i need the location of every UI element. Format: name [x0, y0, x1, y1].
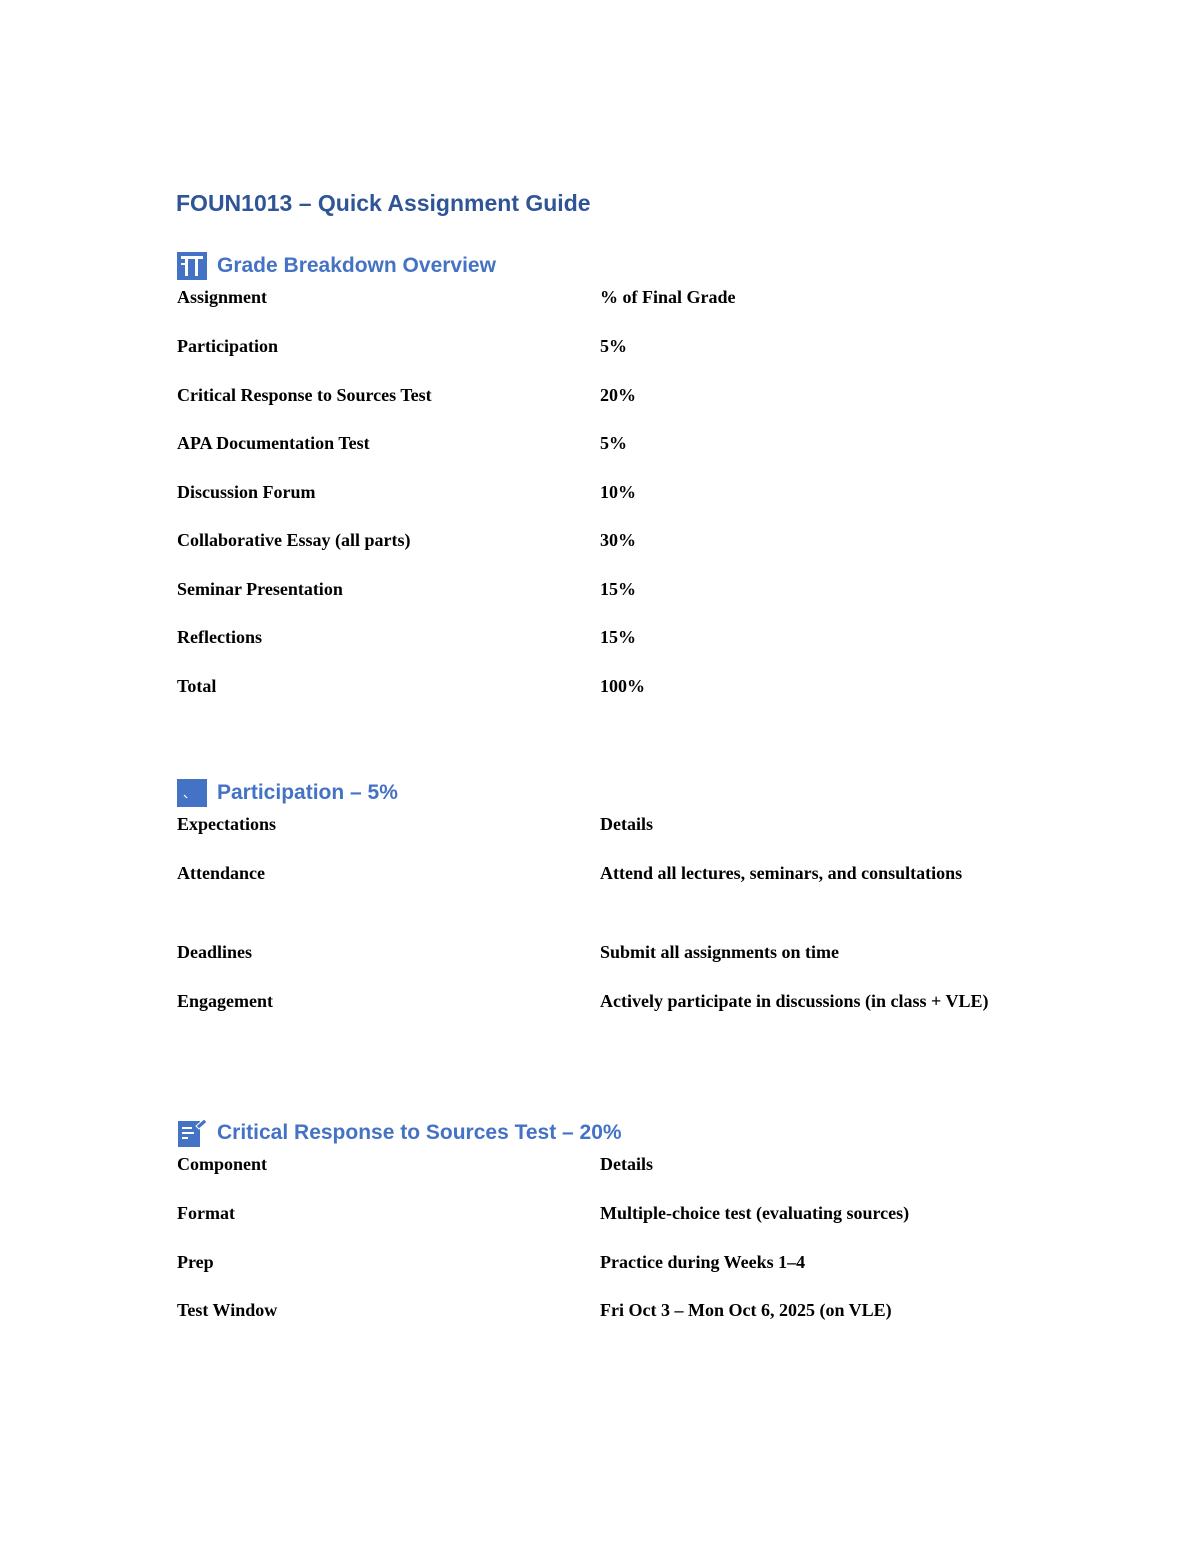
assignment-name: Participation	[177, 336, 278, 356]
assignment-name: Reflections	[177, 627, 262, 647]
table-row	[176, 332, 1026, 381]
column-header-details: Details	[600, 1154, 653, 1174]
table-row-total	[176, 672, 1026, 721]
table-row	[176, 381, 1026, 430]
assignment-weight: 10%	[600, 481, 636, 502]
table-row	[176, 859, 1026, 938]
participation-section	[176, 776, 1026, 1065]
table-row	[176, 575, 1026, 624]
table-icon	[176, 251, 208, 281]
table-row	[176, 987, 1026, 1065]
table-row	[176, 938, 1026, 987]
critical-response-section	[176, 1116, 1026, 1345]
expectation-name: Attendance	[177, 863, 265, 883]
column-header-percent: % of Final Grade	[600, 287, 736, 307]
expectation-detail: Attend all lectures, seminars, and consultations	[600, 863, 963, 883]
grade-breakdown-heading-text: Grade Breakdown Overview	[217, 254, 496, 277]
assignment-weight: 15%	[600, 627, 636, 647]
assignment-weight: 5%	[600, 433, 627, 453]
grade-breakdown-heading	[176, 249, 1026, 283]
component-detail: Multiple-choice test (evaluating sources)	[600, 1203, 910, 1223]
total-value: 100%	[600, 675, 645, 696]
expectation-detail: Actively participate in discussions (in class + VLE)	[600, 990, 989, 1011]
grade-breakdown-section	[176, 249, 1026, 720]
column-header-component: Component	[177, 1154, 268, 1174]
assignment-name: Discussion Forum	[177, 481, 316, 502]
component-name: Format	[177, 1203, 235, 1223]
participation-table-header	[176, 810, 1026, 859]
participation-heading-text: Participation – 5%	[217, 781, 398, 804]
component-name: Test Window	[177, 1300, 278, 1320]
column-header-details: Details	[600, 814, 653, 834]
assignment-weight: 15%	[600, 578, 636, 599]
table-row	[176, 1199, 1026, 1248]
critical-response-heading-text: Critical Response to Sources Test – 20%	[217, 1121, 622, 1144]
assignment-weight: 30%	[600, 530, 636, 550]
table-row	[176, 526, 1026, 575]
table-row	[176, 623, 1026, 672]
critical-response-table-header	[176, 1150, 1026, 1199]
critical-response-heading	[176, 1116, 1026, 1150]
component-detail: Fri Oct 3 – Mon Oct 6, 2025 (on VLE)	[600, 1300, 892, 1320]
component-name: Prep	[177, 1251, 214, 1272]
assignment-name: APA Documentation Test	[177, 433, 370, 453]
total-label: Total	[177, 675, 217, 696]
grade-table-header	[176, 283, 1026, 332]
assignment-name: Collaborative Essay (all parts)	[177, 530, 411, 550]
table-row	[176, 478, 1026, 527]
expectation-detail: Submit all assignments on time	[600, 942, 840, 962]
participation-heading	[176, 776, 1026, 810]
assignment-name: Seminar Presentation	[177, 578, 343, 599]
document-edit-icon	[176, 1118, 208, 1148]
table-row	[176, 1248, 1026, 1297]
column-header-expectations: Expectations	[177, 814, 276, 834]
expectation-name: Engagement	[177, 990, 273, 1011]
checkmark-icon	[176, 778, 208, 808]
document-title: FOUN1013 – Quick Assignment Guide	[176, 190, 591, 216]
table-row	[176, 1296, 1026, 1345]
expectation-name: Deadlines	[177, 942, 253, 962]
assignment-weight: 5%	[600, 336, 627, 356]
assignment-name: Critical Response to Sources Test	[177, 384, 432, 405]
column-header-assignment: Assignment	[177, 287, 268, 307]
assignment-weight: 20%	[600, 384, 636, 405]
table-row	[176, 429, 1026, 478]
component-detail: Practice during Weeks 1–4	[600, 1251, 806, 1272]
